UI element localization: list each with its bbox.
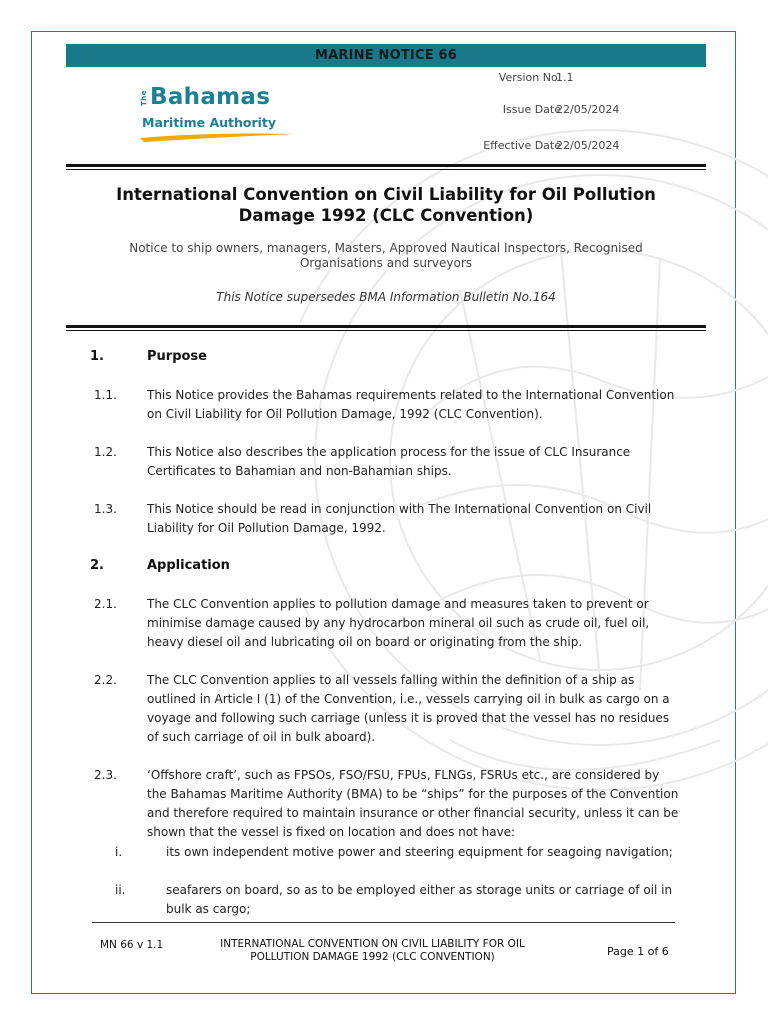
paragraph-text: ‘Offshore craft’, such as FPSOs, FSO/FSU, FPUs, FLNGs, FSRUs etc., are considered by the Bahamas Maritime Authority (BMA) to be “ships” for the purposes of the Convention and therefore required to maintain insurance or other financial security, unless it can be shown that the vessel is fixed on location and does not have: [147,768,679,839]
list-item-text: seafarers on board, so as to be employed either as storage units or carriage of oil in bulk as cargo; [166,883,673,916]
paragraph-text: The CLC Convention applies to all vessels falling within the definition of a ship as outlined in Article I (1) of the Convention, i.e., vessels carrying oil in bulk as cargo on a voyage and following such carriage (unless it is proved that the vessel has no residues of such carriage of oil in bulk aboard). [147,673,670,744]
version-value: 1.1 [556,71,574,84]
paragraph-number: 1.1. [94,388,117,402]
bma-logo [140,84,300,146]
footer-version: MN 66 v 1.1 [100,939,164,951]
paragraph-number: 2.3. [94,768,117,782]
paragraph-text: The CLC Convention applies to pollution damage and measures taken to prevent or minimise damage caused by any hydrocarbon mineral oil such as crude oil, fuel oil, heavy diesel oil and lubricating oil on board or originating from the ship. [147,597,650,649]
footer-title: INTERNATIONAL CONVENTION ON CIVIL LIABILITY FOR OIL POLLUTION DAMAGE 1992 (CLC CONVENTION) [220,938,525,963]
logo-the-text: The [140,90,148,107]
list-item-number: ii. [115,883,126,897]
logo-bahamas-text: Bahamas [150,84,271,110]
paragraph-text: This Notice provides the Bahamas requirements related to the International Convention on Civil Liability for Oil Pollution Damage, 1992 (CLC Convention). [147,388,675,421]
notice-audience: Notice to ship owners, managers, Masters, Approved Nautical Inspectors, Recognised Organisations and surveyors [129,241,643,270]
footer-page-number: Page 1 of 6 [607,945,669,958]
issue-date-label: Issue Date [502,103,561,116]
paragraph-number: 2.2. [94,673,117,687]
title-rule-thick [66,325,706,328]
header-rule-thick [66,164,706,167]
effective-date-row [420,139,720,155]
title-rule-thin [66,330,706,331]
notice-title-line-1: International Convention on Civil Liability for Oil Pollution [116,185,656,204]
logo-swoosh-icon [140,132,295,142]
issue-date-row [420,103,720,119]
version-row [420,71,720,87]
notice-title-line-2: Damage 1992 (CLC Convention) [238,206,534,225]
effective-date-label: Effective Date [483,139,561,152]
header-rule-thin [66,169,706,170]
version-label: Version No. [498,71,561,84]
logo-authority-text: Maritime Authority [142,115,277,130]
paragraph-number: 1.2. [94,445,117,459]
paragraph-number: 2.1. [94,597,117,611]
section-title: Application [147,558,230,573]
marine-notice-banner: MARINE NOTICE 66 [66,44,706,67]
section-number: 1. [90,349,104,364]
section-number: 2. [90,558,104,573]
paragraph-text: This Notice also describes the application process for the issue of CLC Insurance Certificates to Bahamian and non-Bahamian ships. [147,445,631,478]
notice-title [66,184,706,226]
issue-date-value: 22/05/2024 [556,103,620,116]
list-item-text: its own independent motive power and steering equipment for seagoing navigation; [166,845,673,859]
paragraph-text: This Notice should be read in conjunction with The International Convention on Civil Liability for Oil Pollution Damage, 1992. [147,502,652,535]
section-title: Purpose [147,349,207,364]
footer-rule [92,922,675,923]
supersede-note: This Notice supersedes BMA Information Bulletin No.164 [216,290,556,304]
effective-date-value: 22/05/2024 [556,139,620,152]
list-item-number: i. [115,845,123,859]
paragraph-number: 1.3. [94,502,117,516]
